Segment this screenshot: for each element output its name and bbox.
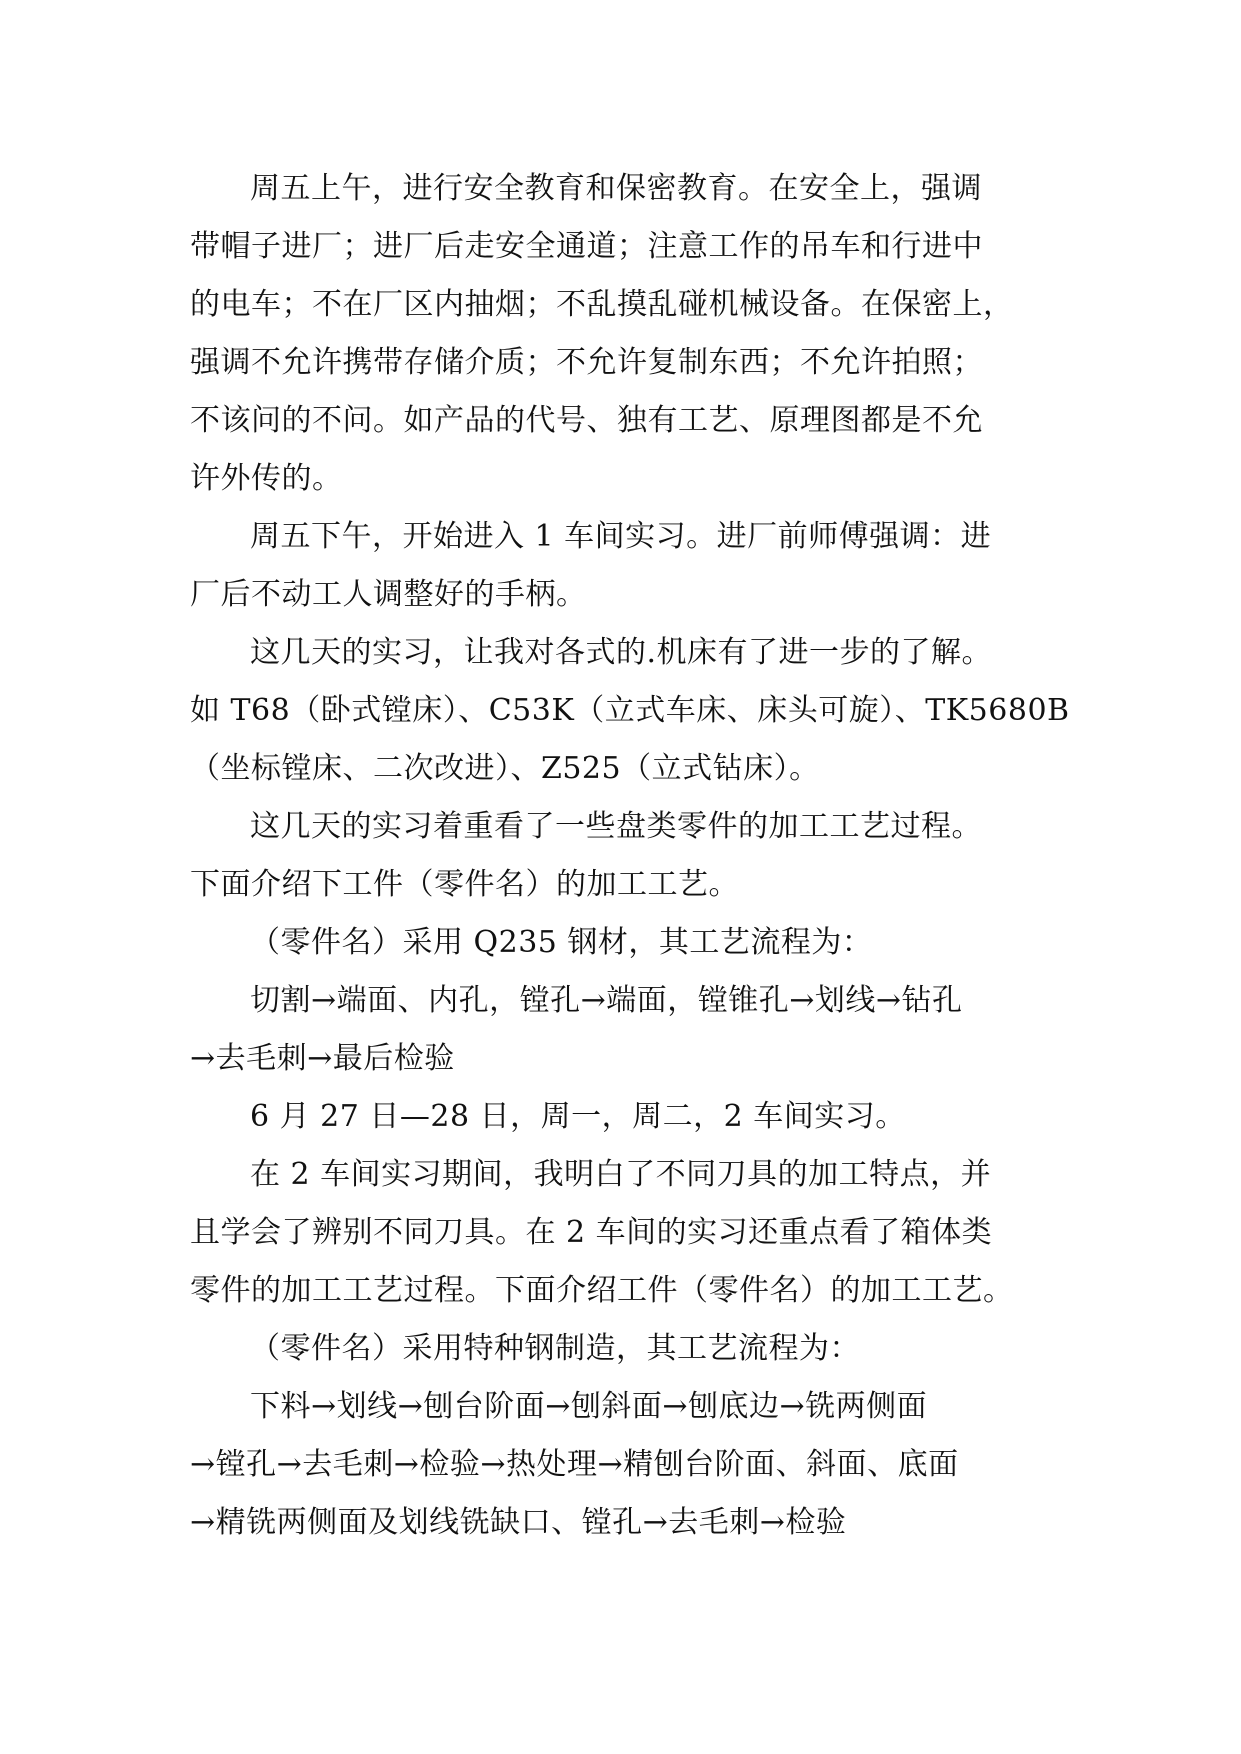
- paragraph-line: 在 2 车间实习期间，我明白了不同刀具的加工特点，并: [250, 1157, 992, 1192]
- paragraph-line: →镗孔→去毛刺→检验→热处理→精刨台阶面、斜面、底面: [190, 1447, 959, 1482]
- paragraph-line: （坐标镗床、二次改进）、Z525（立式钻床）。: [190, 751, 820, 786]
- paragraph-line: 不该问的不问。如产品的代号、独有工艺、原理图都是不允: [190, 403, 983, 438]
- document-body: [190, 160, 1070, 1552]
- paragraph-line: 厂后不动工人调整好的手柄。: [190, 577, 587, 612]
- paragraph-line: （零件名）采用特种钢制造，其工艺流程为：: [250, 1331, 860, 1366]
- paragraph-line: 如 T68（卧式镗床）、C53K（立式车床、床头可旋）、TK5680B: [190, 693, 1070, 728]
- paragraph-line: →精铣两侧面及划线铣缺口、镗孔→去毛刺→检验: [190, 1505, 847, 1540]
- paragraph-line: →去毛刺→最后检验: [190, 1041, 455, 1076]
- paragraph-line: 下面介绍下工件（零件名）的加工工艺。: [190, 867, 739, 902]
- paragraph-line: 且学会了辨别不同刀具。在 2 车间的实习还重点看了箱体类: [190, 1215, 993, 1250]
- paragraph-line: 周五上午，进行安全教育和保密教育。在安全上，强调: [250, 171, 982, 206]
- paragraph-line: 切割→端面、内孔，镗孔→端面，镗锥孔→划线→钻孔: [250, 983, 963, 1018]
- paragraph-line: 的电车；不在厂区内抽烟；不乱摸乱碰机械设备。在保密上，: [190, 287, 1014, 322]
- paragraph-line: 下料→划线→刨台阶面→刨斜面→刨底边→铣两侧面: [250, 1389, 928, 1424]
- paragraph-line: 6 月 27 日—28 日，周一，周二，2 车间实习。: [250, 1099, 906, 1134]
- paragraph-line: （零件名）采用 Q235 钢材，其工艺流程为：: [250, 925, 873, 960]
- paragraph-line: 强调不允许携带存储介质；不允许复制东西；不允许拍照；: [190, 345, 983, 380]
- paragraph-line: 零件的加工工艺过程。下面介绍工件（零件名）的加工工艺。: [190, 1273, 1014, 1308]
- paragraph-line: 周五下午，开始进入 1 车间实习。进厂前师傅强调：进: [250, 519, 992, 554]
- paragraph-line: 带帽子进厂；进厂后走安全通道；注意工作的吊车和行进中: [190, 229, 983, 264]
- paragraph-line: 许外传的。: [190, 461, 343, 496]
- paragraph-line: 这几天的实习着重看了一些盘类零件的加工工艺过程。: [250, 809, 982, 844]
- paragraph-line: 这几天的实习，让我对各式的.机床有了进一步的了解。: [250, 635, 993, 670]
